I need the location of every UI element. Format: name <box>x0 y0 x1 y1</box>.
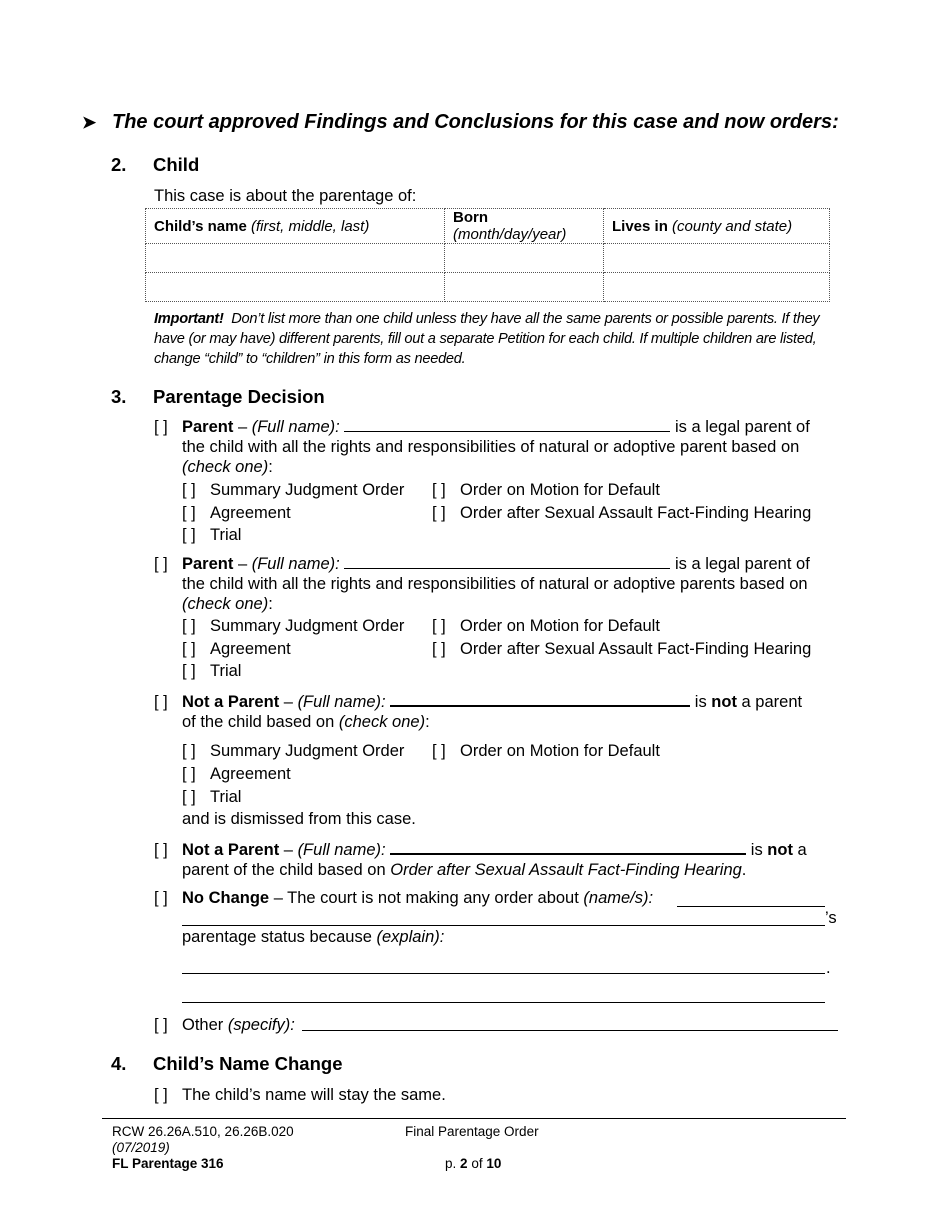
p1-opt-sexual-assault[interactable]: [ ] Order after Sexual Assault Fact-Finding Hearing <box>432 504 812 522</box>
parent-1-name-field[interactable] <box>344 431 670 432</box>
explain-field-1[interactable] <box>182 973 825 974</box>
np1-opt-summary[interactable]: [ ] Summary Judgment Order <box>182 742 405 760</box>
not-parent-2-name-field[interactable] <box>390 853 746 855</box>
parent-1-line: Parent – (Full name): is a legal parent of <box>182 418 810 436</box>
name-stay-text: The child’s name will stay the same. <box>182 1086 446 1104</box>
lives-in-cell[interactable] <box>604 244 830 273</box>
parent-2-check-one: (check one): <box>182 595 273 613</box>
p2-opt-agreement[interactable]: [ ] Agreement <box>182 640 291 658</box>
p1-opt-agreement[interactable]: [ ] Agreement <box>182 504 291 522</box>
header-child-name: Child’s name (first, middle, last) <box>146 209 445 244</box>
child-name-cell[interactable] <box>146 244 445 273</box>
header-born: Born (month/day/year) <box>445 209 604 244</box>
arrow-bullet-icon: ➤ <box>82 113 97 132</box>
not-parent-2-basis: parent of the child based on Order after Sexual Assault Fact-Finding Hearing. <box>182 861 747 879</box>
children-table <box>145 208 830 302</box>
other-checkbox[interactable]: [ ] <box>154 1016 168 1034</box>
section-3-title: Parentage Decision <box>153 386 325 407</box>
explain-field-2[interactable] <box>182 1002 825 1003</box>
p1-opt-trial[interactable]: [ ] Trial <box>182 526 242 544</box>
footer-divider <box>102 1118 846 1119</box>
footer-page-number: p. 2 of 10 <box>445 1156 502 1171</box>
child-name-cell[interactable] <box>146 273 445 302</box>
table-row <box>146 273 830 302</box>
not-parent-1-checkbox[interactable]: [ ] <box>154 693 168 711</box>
np1-opt-agreement[interactable]: [ ] Agreement <box>182 765 291 783</box>
section-3-number: 3. <box>111 386 127 407</box>
parent-1-check-one: (check one): <box>182 458 273 476</box>
possessive-s: ’s <box>825 909 837 927</box>
footer-date: (07/2019) <box>112 1140 170 1155</box>
lives-in-cell[interactable] <box>604 273 830 302</box>
not-parent-1-name-field[interactable] <box>390 705 690 707</box>
parent-1-basis: the child with all the rights and responsibilities of natural or adoptive parent based on <box>182 438 800 456</box>
footer-title: Final Parentage Order <box>405 1124 539 1139</box>
not-parent-2-line: Not a Parent – (Full name): is not a <box>182 841 807 859</box>
table-row <box>146 244 830 273</box>
other-label: Other (specify): <box>182 1016 295 1034</box>
parent-1-checkbox[interactable]: [ ] <box>154 418 168 436</box>
p2-opt-trial[interactable]: [ ] Trial <box>182 662 242 680</box>
not-parent-2-checkbox[interactable]: [ ] <box>154 841 168 859</box>
p2-opt-sexual-assault[interactable]: [ ] Order after Sexual Assault Fact-Finding Hearing <box>432 640 812 658</box>
born-cell[interactable] <box>445 273 604 302</box>
name-stay-checkbox[interactable]: [ ] <box>154 1086 168 1104</box>
born-cell[interactable] <box>445 244 604 273</box>
explain-period: . <box>826 959 831 977</box>
children-table-header <box>146 209 830 244</box>
dismissed-text: and is dismissed from this case. <box>182 810 416 828</box>
p2-opt-summary[interactable]: [ ] Summary Judgment Order <box>182 617 405 635</box>
order-headline: ➤ The court approved Findings and Conclusions for this case and now orders: <box>82 111 839 133</box>
parentage-status-line: parentage status because (explain): <box>182 928 445 946</box>
footer-form-id: FL Parentage 316 <box>112 1156 224 1171</box>
np1-opt-trial[interactable]: [ ] Trial <box>182 788 242 806</box>
parent-2-name-field[interactable] <box>344 568 670 569</box>
no-change-line: No Change – The court is not making any order about (name/s): <box>182 889 654 907</box>
section-4-title: Child’s Name Change <box>153 1053 343 1074</box>
parent-2-checkbox[interactable]: [ ] <box>154 555 168 573</box>
section-2-title: Child <box>153 154 200 175</box>
p2-opt-default[interactable]: [ ] Order on Motion for Default <box>432 617 660 635</box>
parent-2-basis: the child with all the rights and responsibilities of natural or adoptive parents based on <box>182 575 808 593</box>
section-4-number: 4. <box>111 1053 127 1074</box>
names-field[interactable] <box>677 906 825 907</box>
footer-rcw: RCW 26.26A.510, 26.26B.020 <box>112 1124 294 1139</box>
not-parent-1-basis: of the child based on (check one): <box>182 713 430 731</box>
np1-opt-default[interactable]: [ ] Order on Motion for Default <box>432 742 660 760</box>
important-note: Important! Don’t list more than one child unless they have all the same parents or possible parents. If they have (or may have) different parents, fill out a separate Petition for each child. If multiple children are listed, change “child” to “children” in this form as needed. <box>154 311 820 367</box>
names-field-continued[interactable] <box>182 925 825 926</box>
p1-opt-summary[interactable]: [ ] Summary Judgment Order <box>182 481 405 499</box>
section-2-number: 2. <box>111 154 127 175</box>
parent-2-line: Parent – (Full name): is a legal parent of <box>182 555 810 573</box>
header-lives-in: Lives in (county and state) <box>604 209 830 244</box>
section-2-intro: This case is about the parentage of: <box>154 187 417 205</box>
not-parent-1-line: Not a Parent – (Full name): is not a parent <box>182 693 803 711</box>
other-specify-field[interactable] <box>302 1030 838 1031</box>
no-change-checkbox[interactable]: [ ] <box>154 889 168 907</box>
p1-opt-default[interactable]: [ ] Order on Motion for Default <box>432 481 660 499</box>
